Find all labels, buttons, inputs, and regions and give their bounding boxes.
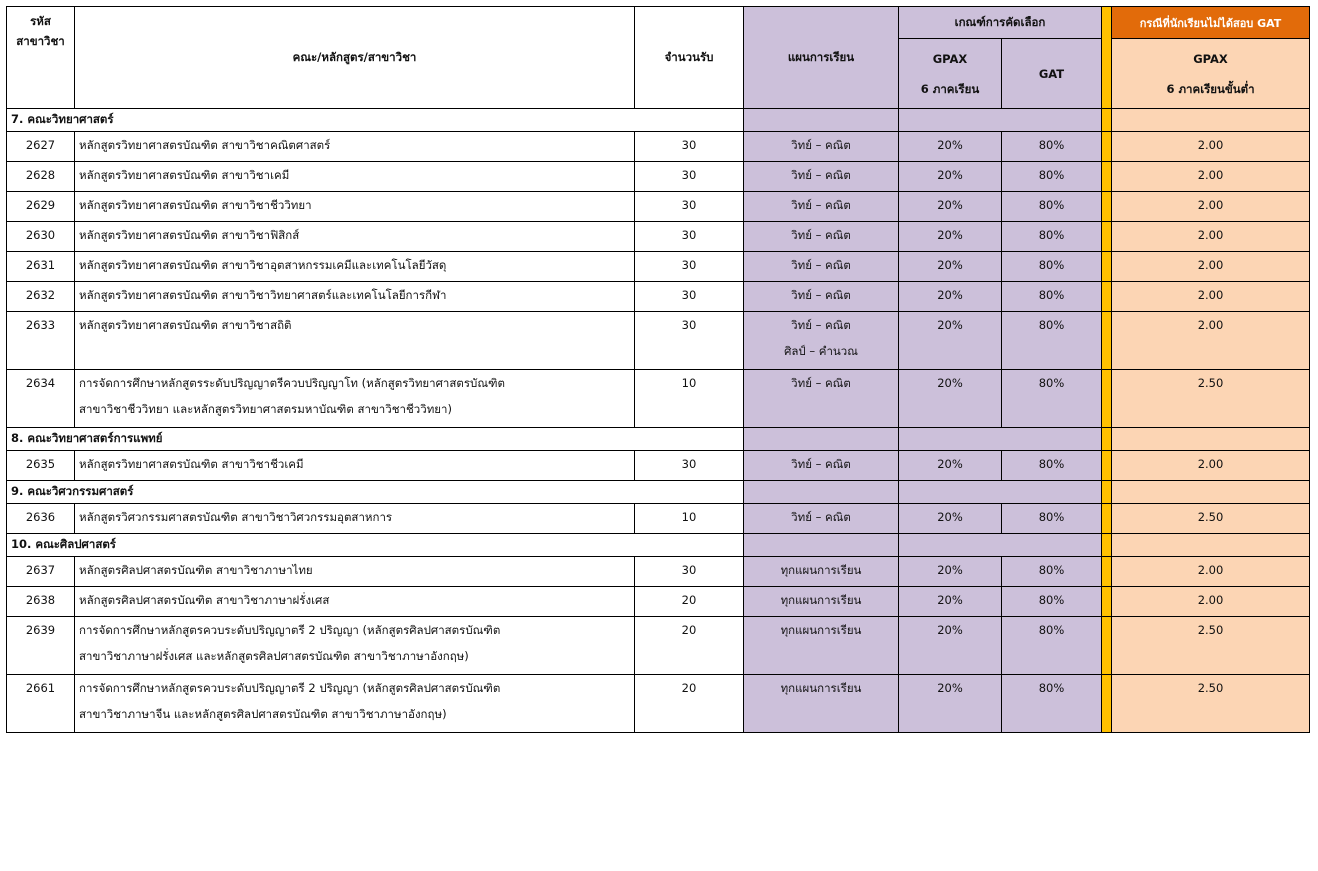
study-plan: [744, 282, 899, 312]
header-plan: แผนการเรียน: [744, 7, 899, 109]
min-gpax-value: 2.00: [1112, 222, 1310, 252]
table-row: [7, 370, 1310, 428]
gold-separator: [1102, 675, 1112, 733]
gold-separator: [1102, 370, 1112, 428]
program-name-line: สาขาวิชาชีววิทยา และหลักสูตรวิทยาศาสตรมหาบัณฑิต สาขาวิชาชีววิทยา): [79, 402, 452, 416]
gold-separator: [1102, 557, 1112, 587]
gold-separator: [1102, 534, 1112, 557]
section-min-gpax-cell: [1112, 109, 1310, 132]
program-name-line: หลักสูตรวิทยาศาสตรบัณฑิต สาขาวิชาเคมี: [79, 168, 290, 182]
section-min-gpax-cell: [1112, 481, 1310, 504]
gat-weight: 80%: [1002, 192, 1102, 222]
section-criteria-cell: [899, 481, 1102, 504]
min-gpax-value: 2.50: [1112, 617, 1310, 675]
min-gpax-value: 2.00: [1112, 132, 1310, 162]
program-code: 2635: [7, 451, 75, 481]
program-code: 2629: [7, 192, 75, 222]
gat-weight: 80%: [1002, 451, 1102, 481]
program-code: 2636: [7, 504, 75, 534]
gold-separator: [1102, 162, 1112, 192]
gpax-weight: 20%: [899, 132, 1002, 162]
table-row: [7, 162, 1310, 192]
table-row: [7, 282, 1310, 312]
section-plan-cell: [744, 481, 899, 504]
gpax-weight: 20%: [899, 504, 1002, 534]
gold-separator-header: [1102, 7, 1112, 109]
gpax-weight: 20%: [899, 451, 1002, 481]
quota-value: 20: [635, 617, 744, 675]
min-gpax-value: 2.00: [1112, 312, 1310, 370]
gold-separator: [1102, 587, 1112, 617]
gold-separator: [1102, 451, 1112, 481]
program-code: 2639: [7, 617, 75, 675]
gat-weight: 80%: [1002, 587, 1102, 617]
min-gpax-value: 2.00: [1112, 192, 1310, 222]
study-plan-line: ทุกแผนการเรียน: [780, 593, 862, 607]
section-criteria-cell: [899, 109, 1102, 132]
header-gat: GAT: [1002, 39, 1102, 109]
table-row: [7, 504, 1310, 534]
gpax-weight: 20%: [899, 192, 1002, 222]
quota-value: 30: [635, 451, 744, 481]
study-plan: [744, 617, 899, 675]
gat-weight: 80%: [1002, 557, 1102, 587]
header-gpax-line2: 6 ภาคเรียน: [920, 81, 980, 96]
gat-weight: 80%: [1002, 282, 1102, 312]
table-row: [7, 132, 1310, 162]
program-name-line: หลักสูตรวิศวกรรมศาสตรบัณฑิต สาขาวิชาวิศวกรรมอุตสาหการ: [79, 510, 393, 524]
header-gpax-line1: GPAX: [932, 51, 968, 66]
quota-value: 30: [635, 192, 744, 222]
min-gpax-value: 2.50: [1112, 504, 1310, 534]
gpax-weight: 20%: [899, 675, 1002, 733]
table-row: [7, 252, 1310, 282]
gold-separator: [1102, 132, 1112, 162]
gold-separator: [1102, 312, 1112, 370]
study-plan: [744, 222, 899, 252]
min-gpax-value: 2.50: [1112, 675, 1310, 733]
table-row: [7, 617, 1310, 675]
program-code: 2632: [7, 282, 75, 312]
section-plan-cell: [744, 534, 899, 557]
gold-separator: [1102, 282, 1112, 312]
section-title: 8. คณะวิทยาศาสตร์การแพทย์: [7, 428, 744, 451]
section-min-gpax-cell: [1112, 428, 1310, 451]
quota-value: 30: [635, 162, 744, 192]
min-gpax-value: 2.00: [1112, 557, 1310, 587]
program-code: 2633: [7, 312, 75, 370]
section-header-row: [7, 109, 1310, 132]
program-code: 2634: [7, 370, 75, 428]
header-criteria: เกณฑ์การคัดเลือก: [899, 7, 1102, 39]
quota-value: 30: [635, 312, 744, 370]
program-name-line: การจัดการศึกษาหลักสูตรระดับปริญญาตรีควบปริญญาโท (หลักสูตรวิทยาศาสตรบัณฑิต: [79, 376, 506, 390]
gold-separator: [1102, 252, 1112, 282]
program-name: [75, 451, 635, 481]
study-plan: [744, 675, 899, 733]
gpax-weight: 20%: [899, 222, 1002, 252]
quota-value: 30: [635, 282, 744, 312]
quota-value: 30: [635, 222, 744, 252]
study-plan-line: ศิลป์ – คำนวณ: [784, 344, 858, 358]
study-plan: [744, 252, 899, 282]
section-header-row: [7, 534, 1310, 557]
gat-weight: 80%: [1002, 617, 1102, 675]
section-criteria-cell: [899, 534, 1102, 557]
section-header-row: [7, 428, 1310, 451]
gat-weight: 80%: [1002, 675, 1102, 733]
study-plan-line: วิทย์ – คณิต: [791, 510, 851, 524]
quota-value: 10: [635, 504, 744, 534]
min-gpax-value: 2.00: [1112, 282, 1310, 312]
gpax-weight: 20%: [899, 282, 1002, 312]
program-name: [75, 370, 635, 428]
table-row: [7, 587, 1310, 617]
program-name-line: สาขาวิชาภาษาจีน และหลักสูตรศิลปศาสตรบัณฑิต สาขาวิชาภาษาอังกฤษ): [79, 707, 447, 721]
study-plan: [744, 451, 899, 481]
section-plan-cell: [744, 428, 899, 451]
program-name-line: หลักสูตรวิทยาศาสตรบัณฑิต สาขาวิชาอุตสาหกรรมเคมีและเทคโนโลยีวัสดุ: [79, 258, 447, 272]
header-program: คณะ/หลักสูตร/สาขาวิชา: [75, 7, 635, 109]
gat-weight: 80%: [1002, 312, 1102, 370]
gold-separator: [1102, 428, 1112, 451]
gold-separator: [1102, 504, 1112, 534]
program-code: 2631: [7, 252, 75, 282]
study-plan: [744, 192, 899, 222]
program-name: [75, 675, 635, 733]
program-name-line: หลักสูตรวิทยาศาสตรบัณฑิต สาขาวิชาวิทยาศาสตร์และเทคโนโลยีการกีฬา: [79, 288, 447, 302]
gat-weight: 80%: [1002, 222, 1102, 252]
section-header-row: [7, 481, 1310, 504]
program-name: [75, 617, 635, 675]
program-code: 2628: [7, 162, 75, 192]
program-name: [75, 504, 635, 534]
study-plan-line: วิทย์ – คณิต: [791, 258, 851, 272]
quota-value: 10: [635, 370, 744, 428]
program-name: [75, 282, 635, 312]
gpax-weight: 20%: [899, 312, 1002, 370]
study-plan: [744, 312, 899, 370]
section-title: 7. คณะวิทยาศาสตร์: [7, 109, 744, 132]
gold-separator: [1102, 617, 1112, 675]
program-name: [75, 192, 635, 222]
program-name-line: หลักสูตรวิทยาศาสตรบัณฑิต สาขาวิชาคณิตศาสตร์: [79, 138, 331, 152]
program-name: [75, 162, 635, 192]
header-min-gpax-line2: 6 ภาคเรียนขั้นต่ำ: [1166, 81, 1255, 96]
quota-value: 30: [635, 132, 744, 162]
gat-weight: 80%: [1002, 252, 1102, 282]
program-name-line: หลักสูตรวิทยาศาสตรบัณฑิต สาขาวิชาชีวเคมี: [79, 457, 304, 471]
program-code: 2630: [7, 222, 75, 252]
program-name: [75, 252, 635, 282]
min-gpax-value: 2.00: [1112, 162, 1310, 192]
study-plan-line: วิทย์ – คณิต: [791, 288, 851, 302]
program-name-line: หลักสูตรศิลปศาสตรบัณฑิต สาขาวิชาภาษาไทย: [79, 563, 313, 577]
table-row: [7, 675, 1310, 733]
section-min-gpax-cell: [1112, 534, 1310, 557]
study-plan-line: วิทย์ – คณิต: [791, 138, 851, 152]
header-code-line1: รหัส: [30, 14, 51, 28]
program-code: 2661: [7, 675, 75, 733]
study-plan: [744, 132, 899, 162]
program-name-line: หลักสูตรวิทยาศาสตรบัณฑิต สาขาวิชาสถิติ: [79, 318, 292, 332]
study-plan: [744, 504, 899, 534]
min-gpax-value: 2.00: [1112, 587, 1310, 617]
program-name-line: การจัดการศึกษาหลักสูตรควบระดับปริญญาตรี 2 ปริญญา (หลักสูตรศิลปศาสตรบัณฑิต: [79, 623, 501, 637]
gpax-weight: 20%: [899, 370, 1002, 428]
section-title: 10. คณะศิลปศาสตร์: [7, 534, 744, 557]
header-code-line2: สาขาวิชา: [16, 34, 65, 48]
program-name-line: หลักสูตรศิลปศาสตรบัณฑิต สาขาวิชาภาษาฝรั่งเศส: [79, 593, 330, 607]
gold-separator: [1102, 481, 1112, 504]
program-name: [75, 557, 635, 587]
program-code: 2638: [7, 587, 75, 617]
section-plan-cell: [744, 109, 899, 132]
table-row: [7, 222, 1310, 252]
quota-value: 30: [635, 557, 744, 587]
study-plan-line: ทุกแผนการเรียน: [780, 681, 862, 695]
program-code: 2627: [7, 132, 75, 162]
program-name: [75, 312, 635, 370]
quota-value: 20: [635, 675, 744, 733]
program-name-line: สาขาวิชาภาษาฝรั่งเศส และหลักสูตรศิลปศาสตรบัณฑิต สาขาวิชาภาษาอังกฤษ): [79, 649, 469, 663]
header-quota: จำนวนรับ: [635, 7, 744, 109]
gat-weight: 80%: [1002, 504, 1102, 534]
quota-value: 20: [635, 587, 744, 617]
gpax-weight: 20%: [899, 162, 1002, 192]
program-name: [75, 132, 635, 162]
gpax-weight: 20%: [899, 557, 1002, 587]
program-name-line: การจัดการศึกษาหลักสูตรควบระดับปริญญาตรี 2 ปริญญา (หลักสูตรศิลปศาสตรบัณฑิต: [79, 681, 501, 695]
gold-separator: [1102, 222, 1112, 252]
quota-value: 30: [635, 252, 744, 282]
min-gpax-value: 2.50: [1112, 370, 1310, 428]
study-plan-line: วิทย์ – คณิต: [791, 198, 851, 212]
program-name-line: หลักสูตรวิทยาศาสตรบัณฑิต สาขาวิชาชีววิทยา: [79, 198, 312, 212]
gpax-weight: 20%: [899, 587, 1002, 617]
table-row: [7, 557, 1310, 587]
header-no-gat: กรณีที่นักเรียนไม่ได้สอบ GAT: [1112, 7, 1310, 39]
program-code: 2637: [7, 557, 75, 587]
study-plan-line: วิทย์ – คณิต: [791, 318, 851, 332]
gat-weight: 80%: [1002, 132, 1102, 162]
gpax-weight: 20%: [899, 252, 1002, 282]
table-row: [7, 451, 1310, 481]
study-plan-line: วิทย์ – คณิต: [791, 168, 851, 182]
study-plan: [744, 587, 899, 617]
min-gpax-value: 2.00: [1112, 252, 1310, 282]
table-row: [7, 192, 1310, 222]
header-code: [7, 7, 75, 109]
header-min-gpax-line1: GPAX: [1193, 51, 1228, 66]
header-gpax: [899, 39, 1002, 109]
study-plan-line: วิทย์ – คณิต: [791, 457, 851, 471]
study-plan-line: ทุกแผนการเรียน: [780, 563, 862, 577]
program-name: [75, 222, 635, 252]
section-title: 9. คณะวิศวกรรมศาสตร์: [7, 481, 744, 504]
program-name-line: หลักสูตรวิทยาศาสตรบัณฑิต สาขาวิชาฟิสิกส์: [79, 228, 300, 242]
table-row: [7, 312, 1310, 370]
section-criteria-cell: [899, 428, 1102, 451]
study-plan: [744, 162, 899, 192]
gold-separator: [1102, 192, 1112, 222]
gat-weight: 80%: [1002, 370, 1102, 428]
admission-criteria-table: [6, 6, 1310, 733]
study-plan-line: วิทย์ – คณิต: [791, 228, 851, 242]
study-plan: [744, 557, 899, 587]
program-name: [75, 587, 635, 617]
gold-separator: [1102, 109, 1112, 132]
study-plan-line: ทุกแผนการเรียน: [780, 623, 862, 637]
study-plan: [744, 370, 899, 428]
header-min-gpax: [1112, 39, 1310, 109]
gat-weight: 80%: [1002, 162, 1102, 192]
gpax-weight: 20%: [899, 617, 1002, 675]
study-plan-line: วิทย์ – คณิต: [791, 376, 851, 390]
min-gpax-value: 2.00: [1112, 451, 1310, 481]
